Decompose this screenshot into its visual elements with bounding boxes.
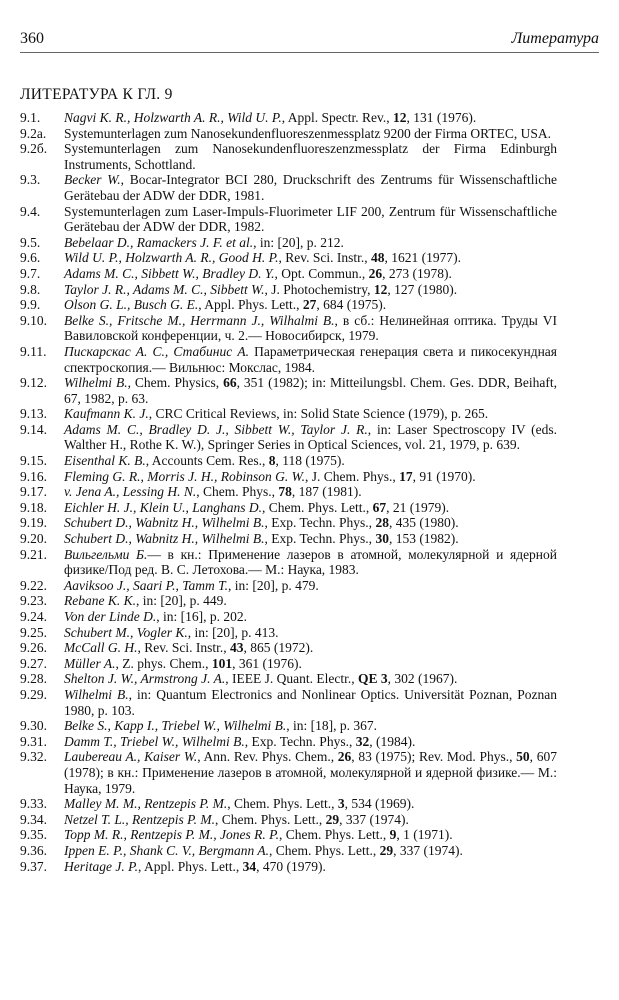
reference-authors: Ippen E. P., Shank C. V., Bergmann A.	[64, 842, 269, 858]
reference-text	[64, 812, 557, 828]
reference-item	[20, 687, 557, 718]
reference-segment: , 302 (1967).	[387, 671, 458, 687]
reference-segment: , 435 (1980).	[388, 515, 459, 531]
reference-text	[64, 375, 557, 406]
reference-item	[20, 547, 557, 578]
reference-authors: Пискарскас А. С., Стабинис А.	[64, 343, 249, 359]
reference-volume: 34	[242, 858, 257, 874]
reference-item	[20, 235, 557, 251]
reference-text	[64, 625, 557, 641]
reference-text	[64, 671, 557, 687]
reference-text	[64, 282, 557, 298]
reference-volume: 29	[379, 842, 394, 858]
reference-segment: Systemunterlagen zum Nanosekundenfluoreszenmessplatz 9200 der Firma ORTEC, USA.	[64, 125, 551, 141]
reference-segment: , 83 (1975); Rev. Mod. Phys.,	[351, 749, 517, 765]
reference-text	[64, 827, 557, 843]
reference-segment: , 187 (1981).	[291, 484, 362, 500]
reference-segment: , в сб.: Нелинейная оптика. Труды VI Вавиловской конференции, ч. 2.— Новосибирск, 1979.	[64, 312, 557, 344]
reference-item	[20, 500, 557, 516]
reference-number: 9.31.	[20, 733, 47, 749]
reference-volume: 43	[230, 640, 244, 656]
reference-segment: , in: [16], p. 202.	[156, 609, 247, 624]
reference-segment: , 1621 (1977).	[384, 250, 462, 266]
reference-volume: 32	[355, 733, 370, 749]
reference-item	[20, 593, 557, 609]
reference-segment: , J. Photochemistry,	[264, 281, 374, 297]
reference-segment: , 118 (1975).	[275, 453, 345, 469]
reference-text	[64, 126, 557, 142]
reference-number: 9.28.	[20, 671, 47, 687]
reference-number: 9.11.	[20, 343, 47, 359]
reference-number: 9.8.	[20, 281, 41, 297]
reference-number: 9.32.	[20, 749, 47, 765]
reference-text	[64, 469, 557, 485]
reference-segment: , 337 (1974).	[393, 842, 463, 858]
reference-segment: , Chem. Phys. Lett.,	[279, 827, 390, 843]
reference-authors: Taylor J. R., Adams M. C., Sibbett W.	[64, 281, 265, 297]
reference-authors: Schubert M., Vogler K.	[64, 624, 188, 640]
reference-segment: , Accounts Cem. Res.,	[145, 453, 269, 469]
reference-segment: , in: [20], p. 479.	[228, 577, 319, 593]
reference-volume: 17	[399, 468, 413, 484]
reference-authors: Heritage J. P.	[64, 858, 138, 874]
reference-segment: Systemunterlagen zum Nanosekundenfluoreszenzmessplatz der Firma Edinburgh Instruments, Schottland.	[64, 141, 557, 172]
reference-segment: , Appl. Phys. Lett.,	[138, 858, 243, 874]
reference-segment: , in: [18], p. 367.	[286, 718, 377, 734]
reference-authors: Aaviksoo J., Saari P., Tamm T.	[64, 577, 229, 593]
running-title: Литература	[511, 30, 599, 47]
running-head	[20, 30, 599, 52]
reference-text	[64, 640, 557, 656]
reference-item	[20, 515, 557, 531]
reference-segment: , Exp. Techn. Phys.,	[244, 733, 356, 749]
reference-volume: 66	[223, 375, 237, 391]
header-rule	[20, 52, 599, 53]
reference-item	[20, 250, 557, 266]
reference-text	[64, 609, 557, 625]
reference-authors: Adams M. C., Bradley D. J., Sibbett W., Taylor J. R.	[64, 421, 368, 437]
reference-authors: Shelton J. W., Armstrong J. A.	[64, 671, 226, 687]
reference-number: 9.15.	[20, 453, 47, 469]
reference-authors: Belke S., Fritsche M., Herrmann J., Wilhalmi B.	[64, 312, 335, 328]
reference-text	[64, 796, 557, 812]
reference-number: 9.12.	[20, 375, 47, 391]
reference-volume: 48	[371, 250, 385, 266]
reference-item	[20, 843, 557, 859]
reference-volume: 9	[389, 827, 397, 843]
reference-item	[20, 282, 557, 298]
reference-authors: Fleming G. R., Morris J. H., Robinson G. W.	[64, 468, 305, 484]
reference-authors: Laubereau A., Kaiser W.	[64, 749, 198, 765]
reference-item	[20, 656, 557, 672]
reference-volume: QE 3	[357, 671, 388, 687]
reference-segment: , (1984).	[369, 733, 416, 749]
reference-item	[20, 827, 557, 843]
reference-text	[64, 515, 557, 531]
reference-segment: , Appl. Phys. Lett.,	[198, 297, 303, 313]
reference-text	[64, 687, 557, 718]
reference-number: 9.13.	[20, 406, 47, 422]
reference-item	[20, 172, 557, 203]
reference-number: 9.7.	[20, 265, 41, 281]
reference-segment: , 337 (1974).	[339, 811, 409, 827]
reference-authors: McCall G. H.	[64, 640, 138, 656]
reference-item	[20, 204, 557, 235]
reference-authors: Belke S., Kapp I., Triebel W., Wilhelmi B.	[64, 718, 287, 734]
reference-segment: , IEEE J. Quant. Electr.,	[225, 671, 358, 687]
reference-authors: Nagvi K. R., Holzwarth A. R., Wild U. P.	[64, 110, 282, 125]
reference-number: 9.9.	[20, 297, 41, 313]
reference-segment: , 21 (1979).	[386, 499, 450, 515]
reference-segment: , Rev. Sci. Instr.,	[137, 640, 230, 656]
reference-authors: Bebelaar D., Ramackers J. F. et al.	[64, 234, 254, 250]
reference-volume: 12	[373, 281, 388, 297]
reference-segment: , Chem. Phys. Lett.,	[269, 842, 380, 858]
reference-item	[20, 469, 557, 485]
reference-authors: Damm T., Triebel W., Wilhelmi B.	[64, 733, 245, 749]
reference-item	[20, 609, 557, 625]
reference-segment: Параметрическая генерация света и пикосекундная спектроскопия.— Вильнюс: Мокслас, 1984.	[64, 343, 557, 375]
reference-segment: , 607 (1978); в кн.: Применение лазеров в атомной, молекулярной и ядерной физике.— М.: Наука, 1979.	[64, 749, 557, 796]
reference-number: 9.10.	[20, 312, 47, 328]
reference-text	[64, 344, 557, 375]
reference-authors: Müller A.	[64, 655, 116, 671]
reference-segment: , Chem. Phys.,	[196, 484, 279, 500]
reference-segment: , Bocar-Integrator BCI 280, Druckschrift des Zentrums für Wissenschaftliche Gerätebau der ADW der DDR, 1981.	[64, 172, 557, 203]
reference-item	[20, 640, 557, 656]
reference-text	[64, 718, 557, 734]
reference-authors: Netzel T. L., Rentzepis P. M.	[64, 811, 215, 827]
reference-segment: , in: Laser Spectroscopy IV (eds. Walther H., Rothe K. W.), Springer Series in Optical Sciences, vol. 21, 1979, p. 639.	[64, 421, 557, 453]
reference-authors: Schubert D., Wabnitz H., Wilhelmi B.	[64, 515, 265, 531]
reference-item	[20, 344, 557, 375]
reference-item	[20, 734, 557, 750]
reference-item	[20, 141, 557, 172]
reference-number: 9.36.	[20, 842, 47, 858]
reference-authors: Wild U. P., Holzwarth A. R., Good H. P.	[64, 250, 279, 266]
reference-segment: , Z. phys. Chem.,	[115, 655, 212, 671]
reference-segment: , 1 (1971).	[396, 827, 453, 843]
reference-item	[20, 453, 557, 469]
reference-volume: 8	[268, 453, 276, 469]
reference-authors: Rebane K. K.	[64, 593, 136, 609]
reference-number: 9.19.	[20, 515, 47, 531]
reference-number: 9.30.	[20, 718, 47, 734]
reference-segment: , 534 (1969).	[344, 796, 415, 812]
reference-volume: 26	[337, 749, 352, 765]
reference-number: 9.17.	[20, 484, 47, 500]
reference-number: 9.35.	[20, 827, 47, 843]
reference-text	[64, 172, 557, 203]
reference-segment: Systemunterlagen zum Laser-Impuls-Fluorimeter LIF 200, Zentrum für Wissenschaftliche Gerätebau der ADW der DDR, 1982.	[64, 203, 557, 235]
reference-segment: , in: [20], p. 212.	[253, 234, 344, 250]
reference-item	[20, 671, 557, 687]
reference-segment: , Chem. Phys. Lett.,	[227, 796, 338, 812]
reference-segment: , 91 (1970).	[412, 468, 476, 484]
reference-volume: 101	[211, 655, 233, 671]
reference-volume: 78	[278, 484, 292, 500]
reference-number: 9.23.	[20, 593, 47, 609]
reference-segment: , 127 (1980).	[387, 281, 458, 297]
reference-item	[20, 578, 557, 594]
reference-number: 9.25.	[20, 624, 47, 640]
reference-authors: Malley M. M., Rentzepis P. M.	[64, 796, 228, 812]
reference-segment: , 351 (1982); in: Mitteilungsbl. Chem. Ges. DDR, Beihaft, 67, 1982, p. 63.	[64, 375, 557, 406]
reference-authors: Eisenthal K. B.	[64, 453, 146, 469]
reference-volume: 26	[368, 265, 383, 281]
reference-number: 9.24.	[20, 609, 47, 624]
reference-text	[64, 406, 557, 422]
reference-number: 9.14.	[20, 421, 47, 437]
reference-item	[20, 266, 557, 282]
reference-authors: Adams M. C., Sibbett W., Bradley D. Y.	[64, 265, 275, 281]
reference-segment: , Chem. Phys. Lett.,	[215, 811, 326, 827]
reference-segment: , Ann. Rev. Phys. Chem.,	[197, 749, 338, 765]
reference-text	[64, 531, 557, 547]
reference-authors: Von der Linde D.	[64, 609, 157, 624]
reference-volume: 67	[372, 499, 387, 515]
reference-authors: Wilhelmi B.	[64, 686, 129, 702]
reference-segment: , Appl. Spectr. Rev.,	[281, 110, 394, 125]
reference-number: 9.2б.	[20, 141, 48, 157]
reference-text	[64, 749, 557, 796]
reference-item	[20, 625, 557, 641]
reference-volume: 27	[302, 297, 317, 313]
reference-item	[20, 313, 557, 344]
reference-item	[20, 375, 557, 406]
reference-list	[20, 110, 557, 874]
reference-segment: — в кн.: Применение лазеров в атомной, молекулярной и ядерной физике/Под ред. В. С. Летохова.— М.: Наука, 1983.	[64, 546, 558, 578]
reference-text	[64, 204, 557, 235]
reference-number: 9.4.	[20, 203, 41, 219]
reference-number: 9.6.	[20, 250, 41, 266]
reference-text	[64, 656, 557, 672]
reference-text	[64, 593, 557, 609]
reference-text	[64, 235, 557, 251]
page-number: 360	[20, 30, 44, 47]
reference-number: 9.1.	[20, 110, 41, 125]
reference-text	[64, 547, 557, 578]
reference-authors: Olson G. L., Busch G. E.	[64, 297, 199, 313]
section-title: ЛИТЕРАТУРА К ГЛ. 9	[20, 86, 173, 103]
reference-number: 9.3.	[20, 172, 41, 188]
reference-text	[64, 859, 557, 875]
reference-segment: , in: Quantum Electronics and Nonlinear Optics. Universität Poznan, Poznan 1980, p. 103.	[64, 686, 557, 718]
reference-item	[20, 531, 557, 547]
reference-text	[64, 422, 557, 453]
reference-number: 9.18.	[20, 499, 47, 515]
reference-segment: , 131 (1976).	[406, 110, 477, 125]
reference-number: 9.22.	[20, 577, 47, 593]
reference-authors: Wilhelmi B.	[64, 375, 128, 391]
reference-text	[64, 843, 557, 859]
reference-number: 9.5.	[20, 234, 41, 250]
reference-text	[64, 141, 557, 172]
reference-number: 9.37.	[20, 858, 47, 874]
reference-text	[64, 297, 557, 313]
reference-segment: , 153 (1982).	[388, 531, 459, 547]
reference-item	[20, 110, 557, 126]
reference-authors: Becker W.	[64, 172, 121, 188]
reference-segment: , 470 (1979).	[256, 858, 326, 874]
reference-number: 9.34.	[20, 811, 47, 827]
reference-number: 9.29.	[20, 686, 47, 702]
reference-segment: , 865 (1972).	[243, 640, 314, 656]
reference-text	[64, 578, 557, 594]
reference-segment: , 273 (1978).	[382, 265, 452, 281]
reference-item	[20, 422, 557, 453]
reference-segment: , Exp. Techn. Phys.,	[264, 515, 376, 531]
reference-item	[20, 796, 557, 812]
reference-item	[20, 859, 557, 875]
reference-authors: v. Jena A., Lessing H. N.	[64, 484, 197, 500]
reference-volume: 12	[393, 110, 407, 125]
reference-item	[20, 718, 557, 734]
reference-segment: , 684 (1975).	[316, 297, 387, 313]
reference-segment: , in: [20], p. 413.	[187, 624, 279, 640]
reference-text	[64, 453, 557, 469]
reference-authors: Kaufmann K. J.	[64, 406, 149, 422]
reference-number: 9.27.	[20, 655, 47, 671]
reference-number: 9.2a.	[20, 125, 47, 141]
reference-segment: , Chem. Physics,	[127, 375, 224, 391]
reference-number: 9.33.	[20, 796, 47, 812]
reference-volume: 29	[325, 811, 340, 827]
reference-authors: Schubert D., Wabnitz H., Wilhelmi B.	[64, 531, 265, 547]
reference-authors: Topp M. R., Rentzepis P. M., Jones R. P.	[64, 827, 279, 843]
reference-segment: , CRC Critical Reviews, in: Solid State Science (1979), p. 265.	[148, 406, 489, 422]
reference-volume: 50	[516, 749, 530, 765]
reference-item	[20, 126, 557, 142]
reference-text	[64, 313, 557, 344]
reference-number: 9.21.	[20, 546, 47, 562]
reference-number: 9.20.	[20, 531, 47, 547]
reference-text	[64, 484, 557, 500]
reference-text	[64, 500, 557, 516]
reference-text	[64, 266, 557, 282]
reference-item	[20, 297, 557, 313]
reference-item	[20, 812, 557, 828]
reference-item	[20, 749, 557, 796]
reference-text	[64, 734, 557, 750]
reference-segment: , Exp. Techn. Phys.,	[264, 531, 376, 547]
reference-authors: Вильгельми Б.	[64, 546, 148, 562]
reference-text	[64, 110, 557, 126]
reference-segment: , in: [20], p. 449.	[136, 593, 227, 609]
reference-segment: , Chem. Phys. Lett.,	[262, 499, 373, 515]
reference-authors: Eichler H. J., Klein U., Langhans D.	[64, 499, 262, 515]
reference-volume: 30	[375, 531, 389, 547]
reference-segment: , J. Chem. Phys.,	[305, 468, 400, 484]
reference-volume: 28	[375, 515, 389, 531]
reference-item	[20, 406, 557, 422]
reference-number: 9.16.	[20, 468, 47, 484]
reference-segment: , Opt. Commun.,	[274, 265, 369, 281]
reference-volume: 3	[337, 796, 345, 812]
reference-number: 9.26.	[20, 640, 47, 656]
reference-item	[20, 484, 557, 500]
reference-segment: , Rev. Sci. Instr.,	[278, 250, 372, 266]
reference-text	[64, 250, 557, 266]
reference-segment: , 361 (1976).	[232, 655, 302, 671]
